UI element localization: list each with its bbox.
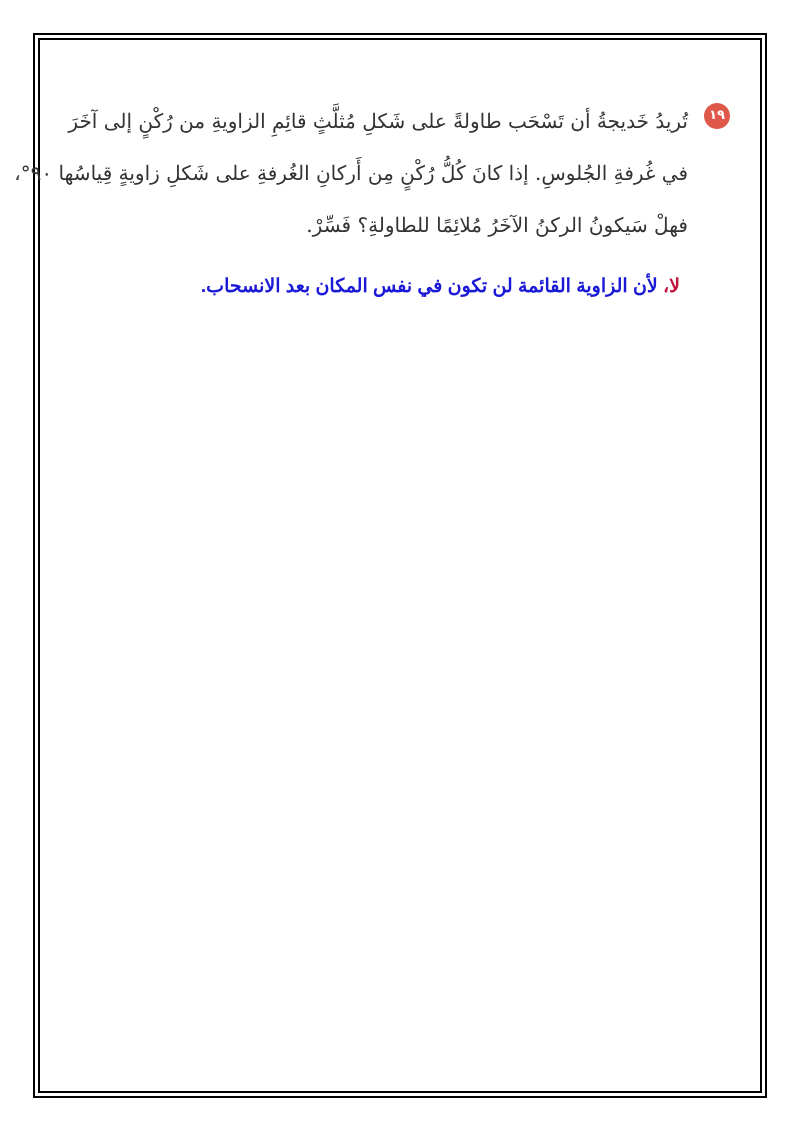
question-line-1: تُريدُ خَديجةُ أن تَسْحَب طاولةً على شَكلِ مُثلَّثٍ قائِمِ الزاويةِ من رُكْنٍ إلى آخَرَ	[68, 109, 688, 133]
answer-block	[150, 272, 680, 302]
question-text	[14, 95, 688, 251]
question-line-2: في غُرفةِ الجُلوسِ. إذا كانَ كُلُّ رُكْنٍ مِن أَركانِ الغُرفةِ على شَكلِ زاويةٍ قِياسُها ٩٠°،	[14, 161, 688, 185]
answer-no: لا،	[663, 276, 680, 297]
question-number-badge: ١٩	[704, 103, 730, 129]
answer-explanation: لأن الزاوية القائمة لن تكون في نفس المكان بعد الانسحاب.	[200, 276, 658, 297]
question-block	[14, 95, 730, 251]
question-line-3: فهلْ سَيكونُ الركنُ الآخَرُ مُلائِمًا للطاولةِ؟ فَسِّرْ.	[306, 213, 688, 237]
